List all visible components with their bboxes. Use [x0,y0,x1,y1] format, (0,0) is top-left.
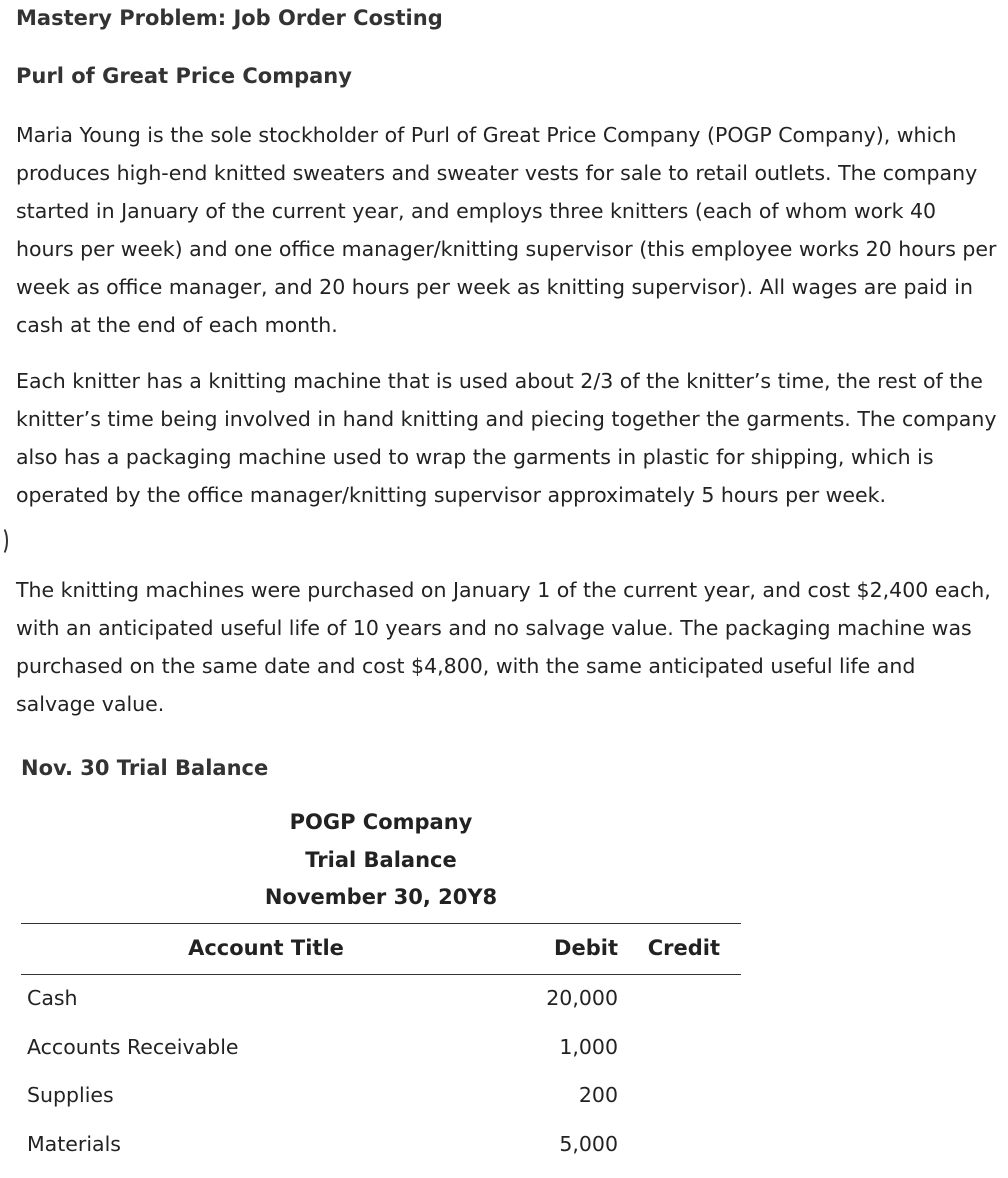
account-title-cell: Cash [27,986,78,1010]
column-header-account: Account Title [188,936,344,960]
debit-cell: 200 [578,1083,618,1107]
scroll-edge-indicator-icon [0,526,8,556]
account-title-cell: Supplies [27,1083,114,1107]
purchase-paragraph: The knitting machines were purchased on January 1 of the current year, and cost $2,400 each, with an anticipated useful life of 10 years and no salvage value. The packaging machine was purchased on the same date and cost $4,800, with the same anticipated useful life and salvage value. [16,578,991,716]
page-title: Mastery Problem: Job Order Costing [16,6,443,30]
company-heading: Purl of Great Price Company [16,64,352,88]
account-title-cell: Materials [27,1132,121,1156]
table-row [21,1083,741,1123]
column-header-credit: Credit [647,936,720,960]
column-header-debit: Debit [554,936,618,960]
table-row [21,1035,741,1075]
table-header-rule [21,974,741,975]
table-row [21,986,741,1026]
debit-cell: 5,000 [559,1132,618,1156]
debit-cell: 1,000 [559,1035,618,1059]
debit-cell: 20,000 [546,986,618,1010]
account-title-cell: Accounts Receivable [27,1035,239,1059]
machines-paragraph: Each knitter has a knitting machine that is used about 2/3 of the knitter’s time, the rest of the knitter’s time being involved in hand knitting and piecing together the garments. The company also has a packaging machine used to wrap the garments in plastic for shipping, which is operated by the office manager/knitting supervisor approximately 5 hours per week. [16,369,997,507]
intro-paragraph: Maria Young is the sole stockholder of Purl of Great Price Company (POGP Company), which produces high-end knitted sweaters and sweater vests for sale to retail outlets. The company started in January of the current year, and employs three knitters (each of whom work 40 hours per week) and one office manager/knitting supervisor (this employee works 20 hours per week as office manager, and 20 hours per week as knitting supervisor). All wages are paid in cash at the end of each month. [16,123,997,337]
table-row [21,1132,741,1172]
trial-balance-company: POGP Company [289,810,473,834]
trial-balance-section-heading: Nov. 30 Trial Balance [21,756,269,780]
trial-balance-date: November 30, 20Y8 [264,885,498,909]
trial-balance-name: Trial Balance [305,848,457,872]
table-top-rule [21,923,741,924]
